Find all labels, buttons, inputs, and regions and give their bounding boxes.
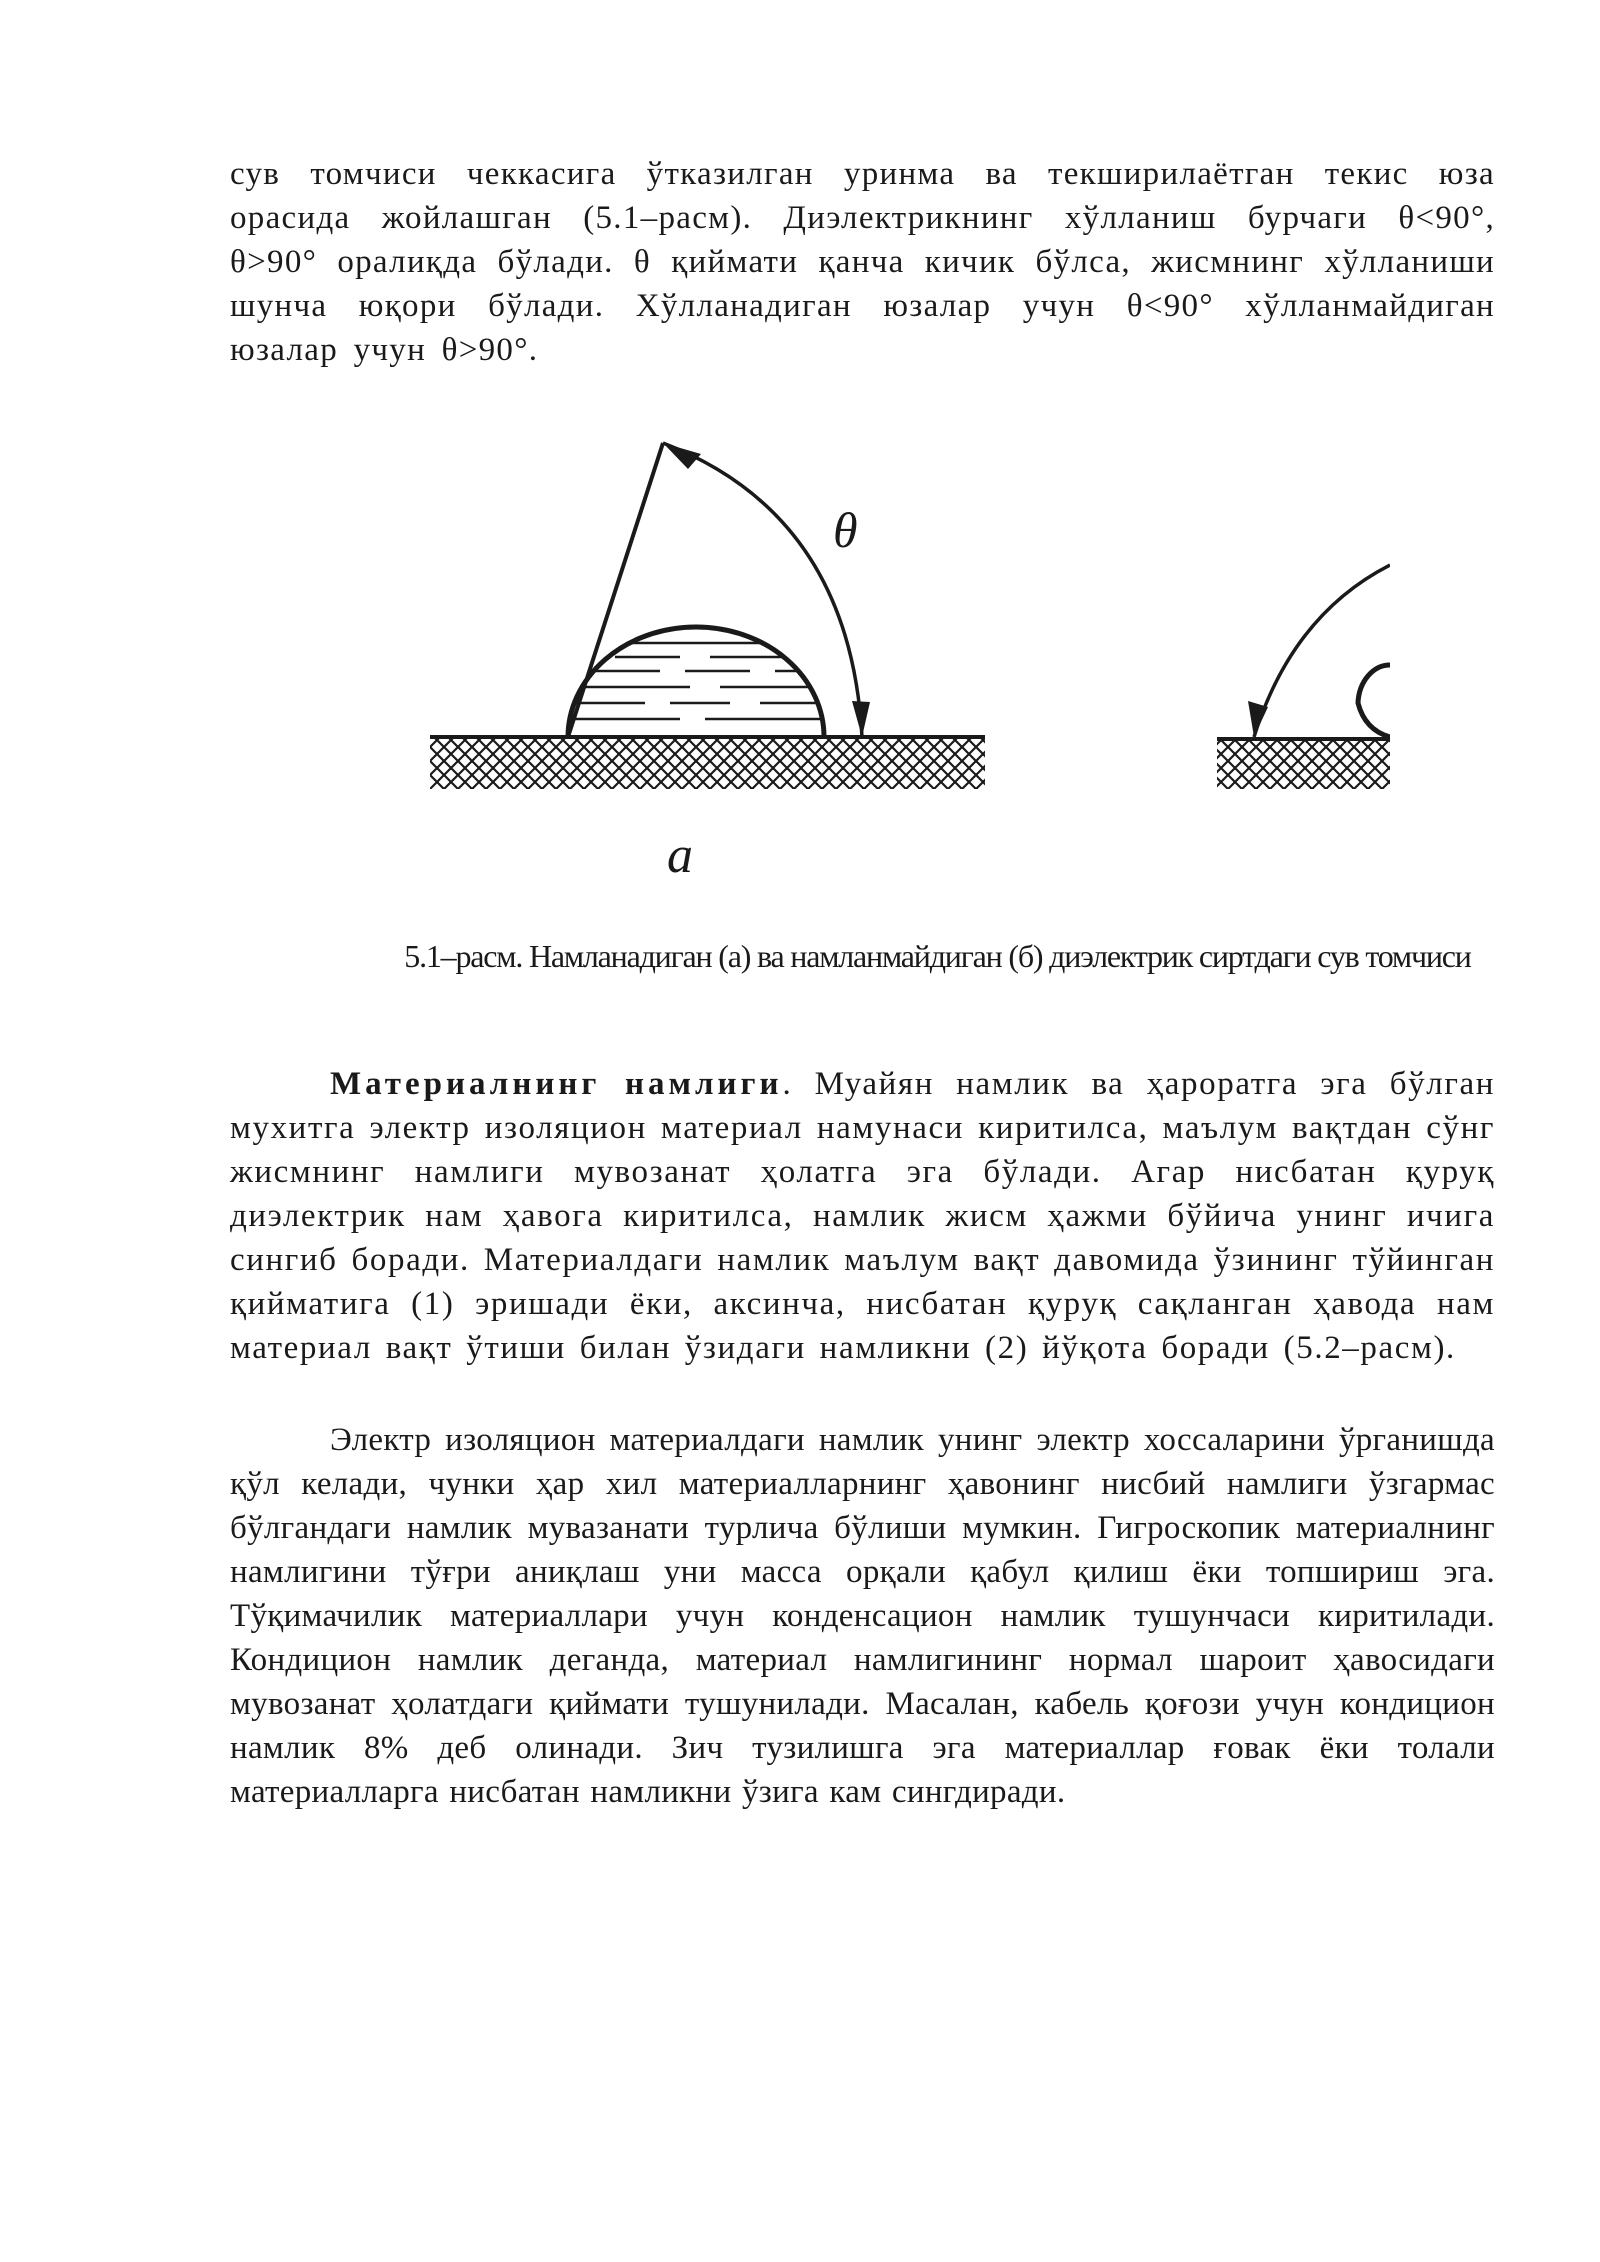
panel-a-label: a (667, 827, 693, 884)
figure-caption: 5.1–расм. Намланадиган (а) ва намланмайдиган (б) диэлектрик сиртдаги сув томчиси (404, 938, 1471, 974)
moisture-term: Материалнинг намлиги (330, 1066, 783, 1102)
arrowhead-icon (852, 701, 870, 737)
contact-angle-a (568, 443, 870, 737)
conditional-moisture-paragraph: Электр изоляцион материалдаги намлик унинг электр хоссаларини ўрганишда қўл келади, чунки ҳар хил материалларнинг ҳавонинг нисбий намлиги ўзгармас бўлгандаги намлик мувазанати турлича бўлиши мумкин. Гигроскопик материалнинг намлигини тўғри аниқлаш уни масса орқали қабул қилиш ёки топшириш эга. Тўқимачилик материаллари учун конденсацион намлик тушунчаси киритилади. Кондицион намлик деганда, материал намлигининг нормал шароит ҳавосидаги мувозанат ҳолатдаги қиймати тушунилади. Масалан, кабель қоғози учун кондицион намлик 8% деб олинади. Зич тузилишга эга материаллар ғовак ёки толали материалларга нисбатан намликни ўзига кам сингдиради. (230, 1422, 1495, 1810)
arrowhead-icon (663, 443, 701, 469)
contact-angle-b (1248, 565, 1390, 737)
water-droplet-b (1358, 665, 1390, 737)
wetting-angle-diagram (430, 425, 1390, 895)
intro-paragraph: сув томчиси чеккасига ўтказилган уринма ва текширилаётган текис юза орасида жойлашган (5.1–расм). Диэлектрикнинг хўлланиш бурчаги θ<90°, θ>90° оралиқда бўлади. θ қиймати қанча кичик бўлса, жисмнинг хўлланиши шунча юқори бўлади. Хўлланадиган юзалар учун θ<90° хўлланмайдиган юзалар учун θ>90°. (230, 156, 1495, 368)
substrate-a (430, 737, 985, 789)
arrowhead-icon (1248, 701, 1268, 737)
moisture-text: . Муайян намлик ва ҳароратга эга бўлган мухитга электр изоляцион материал намунаси киритилса, маълум вақтдан сўнг жисмнинг намлиги мувозанат ҳолатга эга бўлади. Агар нисбатан қуруқ диэлектрик нам ҳавога киритилса, намлик жисм ҳажми бўйича унинг ичига сингиб боради. Материалдаги намлик маълум вақт давомида ўзининг тўйинган қийматига (1) эришади ёки, аксинча, нисбатан қуруқ сақланган ҳавода нам материал вақт ўтиши билан ўзидаги намликни (2) йўқота боради (5.2–расм). (230, 1066, 1495, 1366)
substrate-b (1217, 739, 1390, 789)
figure-5-1 (430, 425, 1390, 895)
theta-label: θ (833, 502, 858, 558)
water-droplet-a (568, 627, 824, 737)
moisture-paragraph (230, 1062, 1495, 1370)
